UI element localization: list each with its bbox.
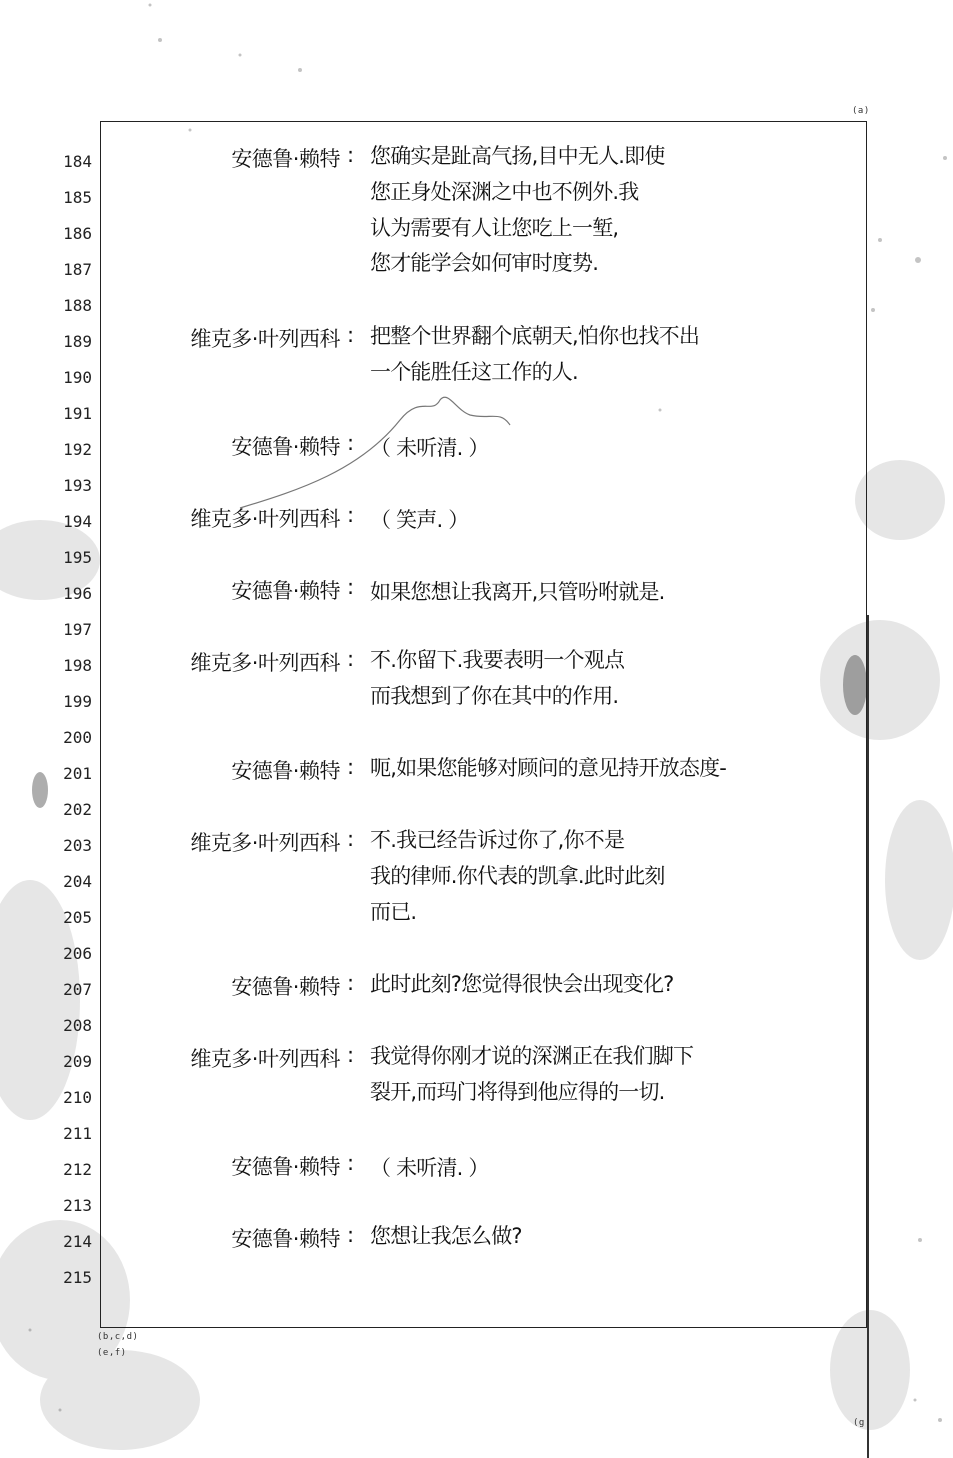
speaker-colon: :	[347, 1223, 355, 1247]
speaker-colon: :	[347, 503, 355, 527]
speaker-colon: :	[347, 647, 355, 671]
speaker-name: 安德鲁·赖特	[231, 1155, 340, 1179]
transcript-frame	[100, 121, 867, 1328]
speech-text: （ 未听清. ）	[370, 1156, 489, 1180]
line-number: 184	[63, 152, 92, 171]
line-number: 207	[63, 980, 92, 999]
line-number: 191	[63, 404, 92, 423]
speaker-colon: :	[347, 971, 355, 995]
line-number: 205	[63, 908, 92, 927]
line-number: 195	[63, 548, 92, 567]
speech-text: 我觉得你刚才说的深渊正在我们脚下 裂开,而玛门将得到他应得的一切.	[370, 1044, 694, 1104]
speech-text: （ 笑声. ）	[370, 508, 469, 532]
speaker-name: 维克多·叶列西科	[190, 651, 340, 675]
speaker-colon: :	[347, 143, 355, 167]
line-number: 198	[63, 656, 92, 675]
corner-mark-top-right: (a)	[852, 106, 870, 116]
line-number: 204	[63, 872, 92, 891]
speaker-name: 安德鲁·赖特	[231, 435, 340, 459]
speaker-name: 维克多·叶列西科	[190, 831, 340, 855]
speaker-colon: :	[347, 755, 355, 779]
speaker-name: 安德鲁·赖特	[231, 579, 340, 603]
line-number: 185	[63, 188, 92, 207]
speaker-colon: :	[347, 1151, 355, 1175]
line-number: 208	[63, 1016, 92, 1035]
speaker-colon: :	[347, 575, 355, 599]
speaker-colon: :	[347, 323, 355, 347]
speaker-name: 安德鲁·赖特	[231, 975, 340, 999]
speaker-colon: :	[347, 1043, 355, 1067]
speech-text: 不.我已经告诉过你了,你不是 我的律师.你代表的凯拿.此时此刻 而已.	[370, 828, 665, 924]
line-number: 193	[63, 476, 92, 495]
speaker-colon: :	[347, 827, 355, 851]
speech-text: 不.你留下.我要表明一个观点 而我想到了你在其中的作用.	[370, 648, 625, 708]
line-number: 212	[63, 1160, 92, 1179]
speaker-colon: :	[347, 431, 355, 455]
speaker-name: 安德鲁·赖特	[231, 147, 340, 171]
line-number: 192	[63, 440, 92, 459]
speaker-name: 维克多·叶列西科	[190, 327, 340, 351]
speech-text: （ 未听清. ）	[370, 436, 489, 460]
speech-text: 如果您想让我离开,只管吩咐就是.	[370, 580, 665, 604]
line-number: 209	[63, 1052, 92, 1071]
line-number: 199	[63, 692, 92, 711]
line-number: 214	[63, 1232, 92, 1251]
corner-mark-bottom-right: (g	[853, 1418, 865, 1428]
line-number: 197	[63, 620, 92, 639]
line-number: 200	[63, 728, 92, 747]
line-number: 186	[63, 224, 92, 243]
speech-text: 把整个世界翻个底朝天,怕你也找不出 一个能胜任这工作的人.	[370, 324, 700, 384]
line-number: 206	[63, 944, 92, 963]
speech-text: 呃,如果您能够对顾问的意见持开放态度-	[370, 756, 727, 780]
speech-text: 您确实是趾高气扬,目中无人.即使 您正身处深渊之中也不例外.我 认为需要有人让您吃上一堑, 您才能学会如何审时度势.	[370, 144, 665, 276]
speaker-name: 安德鲁·赖特	[231, 759, 340, 783]
speaker-name: 维克多·叶列西科	[190, 507, 340, 531]
line-number: 189	[63, 332, 92, 351]
corner-mark-bottom-left-2: (e,f)	[97, 1348, 127, 1358]
line-number: 187	[63, 260, 92, 279]
line-number: 190	[63, 368, 92, 387]
speaker-name: 安德鲁·赖特	[231, 1227, 340, 1251]
right-edge-rule	[867, 615, 869, 1458]
corner-mark-bottom-left-1: (b,c,d)	[97, 1332, 139, 1342]
line-number: 203	[63, 836, 92, 855]
line-number: 196	[63, 584, 92, 603]
line-number: 202	[63, 800, 92, 819]
line-number: 188	[63, 296, 92, 315]
line-number: 215	[63, 1268, 92, 1287]
line-number: 194	[63, 512, 92, 531]
line-number: 210	[63, 1088, 92, 1107]
line-number: 211	[63, 1124, 92, 1143]
line-number: 213	[63, 1196, 92, 1215]
speech-text: 此时此刻?您觉得很快会出现变化?	[370, 972, 674, 996]
speech-text: 您想让我怎么做?	[370, 1224, 522, 1248]
line-number: 201	[63, 764, 92, 783]
speaker-name: 维克多·叶列西科	[190, 1047, 340, 1071]
